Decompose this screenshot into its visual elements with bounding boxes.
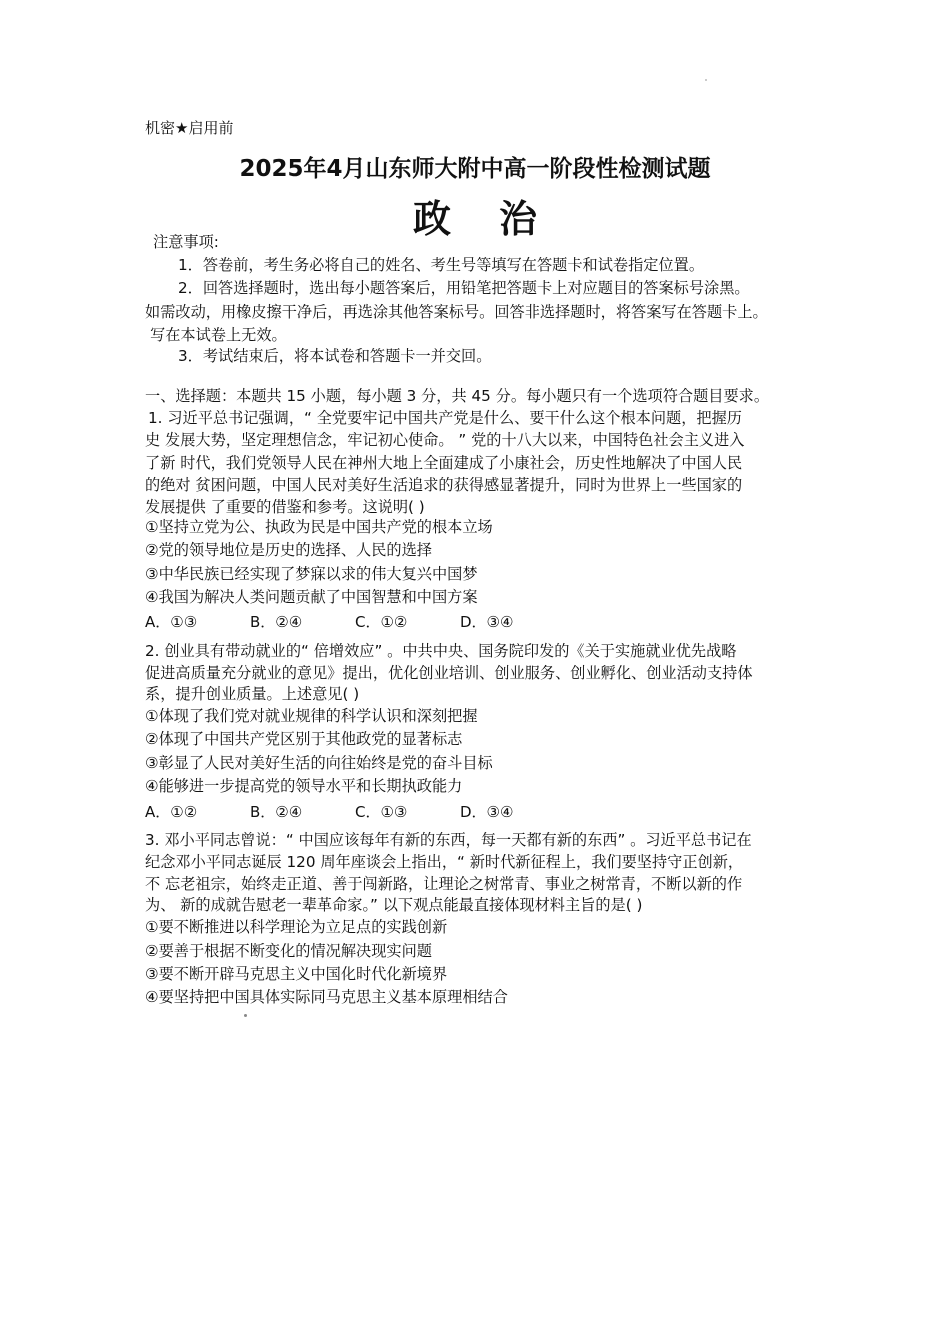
q1-statement-3: ③中华民族已经实现了梦寐以求的伟大复兴中国梦	[145, 565, 478, 583]
secret-label: 机密★启用前	[145, 119, 234, 137]
q1-stem-line: 1. 习近平总书记强调，“ 全党要牢记中国共产党是什么、要干什么这个根本问题，把握历	[148, 409, 742, 427]
q2-option-b: B．②④	[250, 803, 303, 821]
q1-option-b: B．②④	[250, 613, 303, 631]
q2-stem-line: 系，提升创业质量。上述意见( )	[145, 685, 360, 703]
q2-options	[145, 801, 565, 822]
q1-option-d: D．③④	[460, 613, 514, 631]
q2-option-c: C．①③	[355, 803, 408, 821]
q1-option-c: C．①②	[355, 613, 408, 631]
q1-stem-line: 史 发展大势，坚定理想信念，牢记初心使命。 ” 党的十八大以来，中国特色社会主义进入	[145, 431, 745, 449]
q3-statement-2: ②要善于根据不断变化的情况解决现实问题	[145, 942, 432, 960]
q1-stem-line: 的绝对 贫困问题，中国人民对美好生活追求的获得感显著提升，同时为世界上一些国家的	[145, 476, 743, 494]
q2-statement-4: ④能够进一步提高党的领导水平和长期执政能力	[145, 777, 463, 795]
exam-title: 2025年4月山东师大附中高一阶段性检测试题	[239, 156, 711, 182]
note-2: 2．回答选择题时，选出每小题答案后，用铅笔把答题卡上对应题目的答案标号涂黑。	[178, 279, 750, 297]
note-3: 3．考试结束后，将本试卷和答题卡一并交回。	[178, 347, 492, 365]
q3-stem-line: 纪念邓小平同志诞辰 120 周年座谈会上指出，“ 新时代新征程上，我们要坚持守正创新，	[145, 853, 744, 871]
q2-statement-2: ②体现了中国共产党区别于其他政党的显著标志	[145, 730, 463, 748]
q2-option-d: D．③④	[460, 803, 514, 821]
q1-stem-line: 了新 时代，我们党领导人民在神州大地上全面建成了小康社会，历史性地解决了中国人民	[145, 454, 743, 472]
scan-speck	[244, 1014, 247, 1017]
q3-stem-line: 为、 新的成就告慰老一辈革命家。” 以下观点能最直接体现材料主旨的是( )	[145, 896, 643, 914]
q1-option-a: A．①③	[145, 613, 198, 631]
q2-statement-1: ①体现了我们党对就业规律的科学认识和深刻把握	[145, 707, 478, 725]
subject-title: 政治	[412, 197, 585, 241]
q1-statement-1: ①坚持立党为公、执政为民是中国共产党的根本立场	[145, 518, 493, 536]
q2-stem-line: 2. 创业具有带动就业的“ 倍增效应” 。中共中央、国务院印发的《关于实施就业优先战略	[145, 642, 737, 660]
notes-heading: 注意事项:	[153, 233, 219, 251]
note-1: 1．答卷前，考生务必将自己的姓名、考生号等填写在答题卡和试卷指定位置。	[178, 256, 705, 274]
q3-statement-1: ①要不断推进以科学理论为立足点的实践创新	[145, 918, 448, 936]
q1-stem-line: 发展提供 了重要的借鉴和参考。这说明( )	[145, 498, 425, 516]
section-heading: 一、选择题：本题共 15 小题，每小题 3 分，共 45 分。每小题只有一个选项符合题目要求。	[145, 387, 770, 405]
q3-statement-4: ④要坚持把中国具体实际同马克思主义基本原理相结合	[145, 988, 508, 1006]
q1-statement-2: ②党的领导地位是历史的选择、人民的选择	[145, 541, 432, 559]
q2-stem-line: 促进高质量充分就业的意见》提出，优化创业培训、创业服务、创业孵化、创业活动支持体	[145, 664, 753, 682]
scan-speck	[705, 79, 707, 81]
q1-options	[145, 611, 565, 632]
q3-statement-3: ③要不断开辟马克思主义中国化时代化新境界	[145, 965, 448, 983]
note-2-end: 写在本试卷上无效。	[150, 326, 287, 344]
q3-stem-line: 不 忘老祖宗，始终走正道、善于闯新路，让理论之树常青、事业之树常青，不断以新的作	[145, 875, 743, 893]
q1-statement-4: ④我国为解决人类问题贡献了中国智慧和中国方案	[145, 588, 478, 606]
q2-statement-3: ③彰显了人民对美好生活的向往始终是党的奋斗目标	[145, 754, 493, 772]
q3-stem-line: 3. 邓小平同志曾说：“ 中国应该每年有新的东西，每一天都有新的东西” 。习近平总书记在	[145, 831, 752, 849]
q2-option-a: A．①②	[145, 803, 198, 821]
note-2-cont: 如需改动，用橡皮擦干净后，再选涂其他答案标号。回答非选择题时，将答案写在答题卡上。	[145, 303, 768, 321]
